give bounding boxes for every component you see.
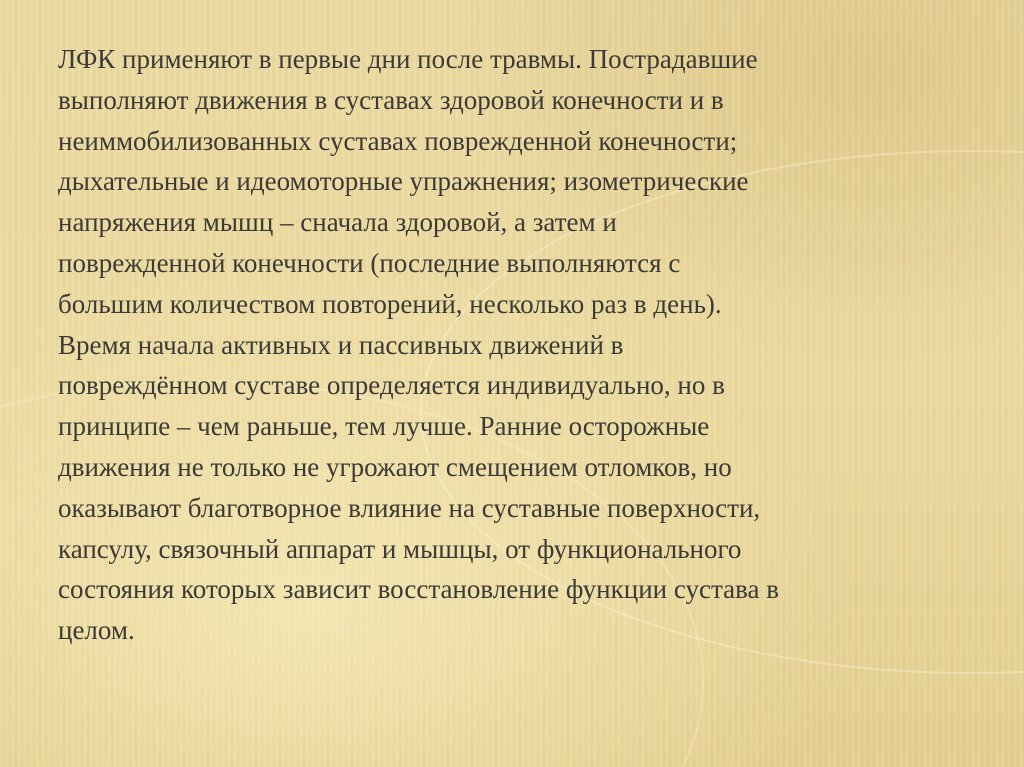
text-line: Время начала активных и пассивных движений в: [58, 329, 624, 360]
text-line: оказывают благотворное влияние на суставные поверхности,: [58, 492, 761, 523]
text-line: состояния которых зависит восстановление функции сустава в: [58, 574, 779, 605]
text-line: движения не только не угрожают смещением отломков, но: [58, 451, 732, 482]
text-line: принципе – чем раньше, тем лучше. Ранние осторожные: [58, 411, 710, 442]
text-line: ЛФК применяют в первые дни после травмы. Пострадавшие: [58, 44, 758, 74]
text-line: дыхательные и идеомоторные упражнения; изометрические: [58, 166, 749, 197]
text-line: повреждённом суставе определяется индивидуально, но в: [58, 370, 725, 401]
text-line: неиммобилизованных суставах поврежденной конечности;: [58, 125, 738, 156]
slide-body-text: [58, 39, 978, 651]
text-line: выполняют движения в суставах здоровой конечности и в: [58, 84, 724, 115]
text-line: поврежденной конечности (последние выполняются с: [58, 247, 681, 278]
text-line: целом.: [58, 615, 135, 646]
text-line: большим количеством повторений, несколько раз в день).: [58, 288, 722, 319]
text-line: напряжения мышц – сначала здоровой, а затем и: [58, 207, 617, 238]
text-line: капсулу, связочный аппарат и мышцы, от функционального: [58, 533, 742, 564]
